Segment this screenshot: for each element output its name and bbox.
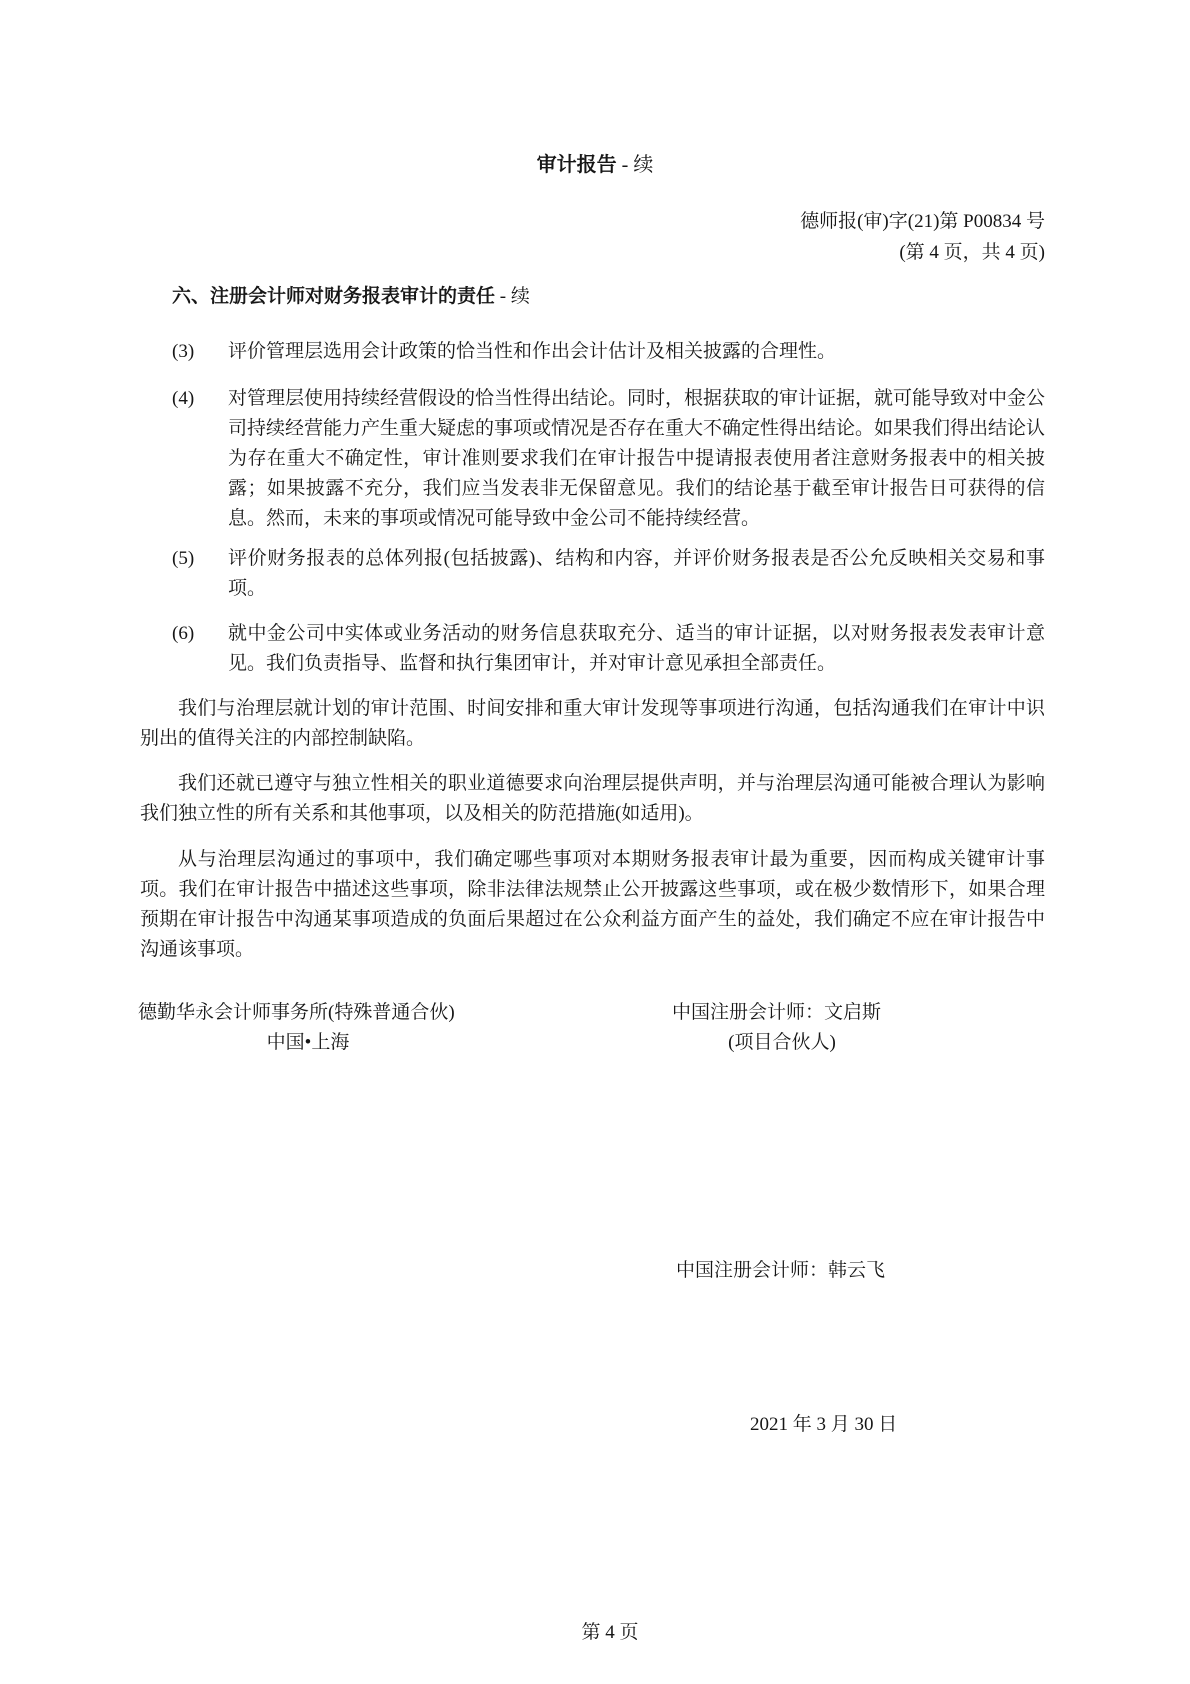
list-item-3 [172, 337, 1045, 367]
list-item-5-text: 评价财务报表的总体列报(包括披露)、结构和内容，并评价财务报表是否公允反映相关交易和事项。 [228, 548, 1045, 599]
page-footer: 第 4 页 [581, 1622, 639, 1643]
list-item-4-number: (4) [172, 388, 195, 409]
cpa-signature-1-block [672, 998, 892, 1058]
report-reference-number: 德师报(审)字(21)第 P00834 号 [800, 211, 1045, 232]
cpa-signature-1-role: (项目合伙人) [728, 1032, 836, 1053]
section-heading-suffix: - 续 [495, 286, 530, 307]
document-title-main: 审计报告 [536, 154, 617, 176]
list-item-6-text: 就中金公司中实体或业务活动的财务信息获取充分、适当的审计证据，以对财务报表发表审计意见。我们负责指导、监督和执行集团审计，并对审计意见承担全部责任。 [228, 623, 1045, 674]
list-item-4-text: 对管理层使用持续经营假设的恰当性得出结论。同时，根据获取的审计证据，就可能导致对中金公司持续经营能力产生重大疑虑的事项或情况是否存在重大不确定性得出结论。如果我们得出结论认为存在重大不确定性，审计准则要求我们在审计报告中提请报表使用者注意财务报表中的相关披露；如果披露不充分，我们应当发表非无保留意见。我们的结论基于截至审计报告日可获得的信息。然而，未来的事项或情况可能导致中金公司不能持续经营。 [228, 388, 1046, 529]
document-title [0, 150, 1190, 180]
document-title-suffix: - 续 [616, 154, 654, 176]
report-reference-block [0, 206, 1045, 268]
report-page-indicator: (第 4 页，共 4 页) [899, 242, 1045, 263]
list-item-6 [172, 619, 1045, 679]
cpa-signature-2: 中国注册会计师：韩云飞 [676, 1260, 886, 1281]
report-date: 2021 年 3 月 30 日 [750, 1414, 898, 1435]
paragraph-communication: 我们与治理层就计划的审计范围、时间安排和重大审计发现等事项进行沟通，包括沟通我们在审计中识别出的值得关注的内部控制缺陷。 [140, 698, 1045, 749]
paragraph-key-audit-matters: 从与治理层沟通过的事项中，我们确定哪些事项对本期财务报表审计最为重要，因而构成关键审计事项。我们在审计报告中描述这些事项，除非法律法规禁止公开披露这些事项，或在极少数情形下，如果合理预期在审计报告中沟通某事项造成的负面后果超过在公众利益方面产生的益处，我们确定不应在审计报告中沟通该事项。 [140, 849, 1045, 960]
section-heading [172, 282, 530, 312]
list-item-3-text: 评价管理层选用会计政策的恰当性和作出会计估计及相关披露的合理性。 [228, 341, 837, 362]
audit-firm-block [138, 998, 478, 1058]
section-heading-main: 六、注册会计师对财务报表审计的责任 [172, 286, 496, 307]
list-item-4 [172, 384, 1045, 534]
cpa-signature-1: 中国注册会计师：文启斯 [672, 1002, 882, 1023]
audit-firm-location: 中国•上海 [266, 1032, 350, 1053]
list-item-3-number: (3) [172, 341, 195, 362]
list-item-6-number: (6) [172, 623, 195, 644]
list-item-5-number: (5) [172, 548, 195, 569]
paragraph-independence: 我们还就已遵守与独立性相关的职业道德要求向治理层提供声明，并与治理层沟通可能被合理认为影响我们独立性的所有关系和其他事项，以及相关的防范措施(如适用)。 [140, 773, 1045, 824]
list-item-5 [172, 544, 1045, 604]
audit-firm-name: 德勤华永会计师事务所(特殊普通合伙) [138, 1002, 455, 1023]
